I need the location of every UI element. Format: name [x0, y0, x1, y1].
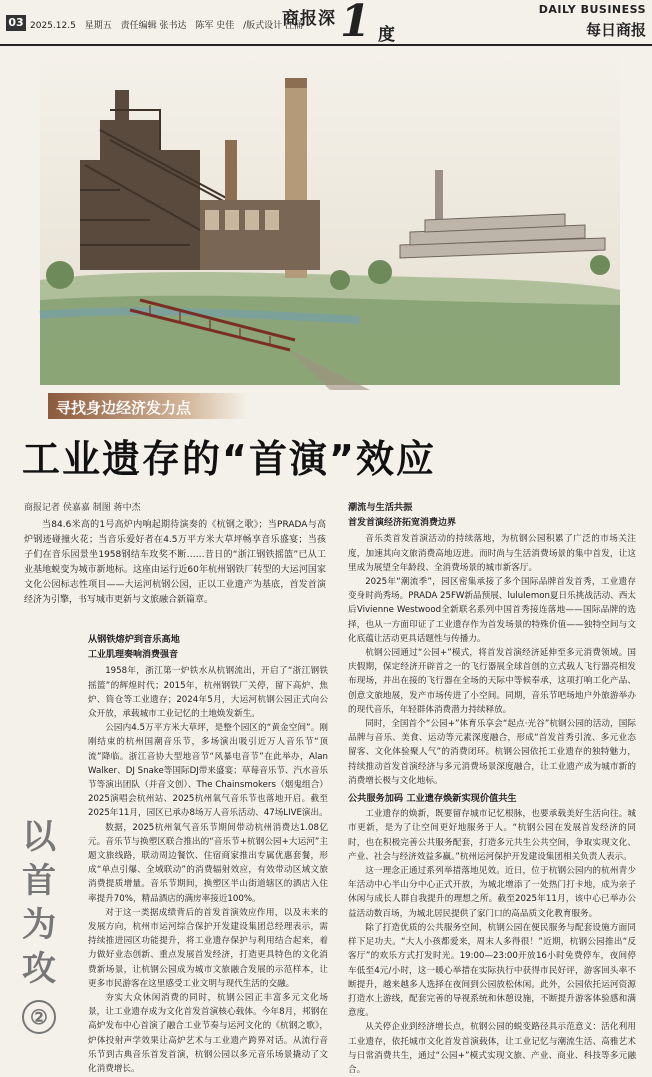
body-paragraph: 工业遗存的焕新，既要留存城市记忆根脉，也要承载美好生活向往。城市更新，是为了让空间更好地服务于人。“杭钢公园在发展首发经济的同时，也在积极完善公共服务配套，打造多元共生公共空间，争取实现文化、产业、社会与经济效益多赢。”杭州运河保护开发建设集团相关负责人表示。	[348, 809, 636, 862]
headline: 工业遗存的“首演”效应	[22, 437, 436, 481]
subheading: 潮流与生活共振	[348, 502, 413, 513]
page-number: 03	[6, 15, 26, 31]
body-paragraph: 同时，全国首个“公园+”体育乐享会“起点·光谷”杭钢公园的活动，国际品牌与音乐、美食、运动等元素深度融合，形成“首发首秀引流、多元业态留客、文化体验聚人气”的消费闭环。杭钢公园依托工业遗存的独特魅力，持续推动首发首演经济与多元消费场景深度融合，让工业遗产成为城市新的消费增长极与文化地标。	[348, 719, 636, 786]
issue-date: 2025.12.5	[30, 21, 76, 31]
designer-credit: /版式设计 汪涌	[243, 21, 303, 31]
section-title-part1: 商报深	[282, 9, 336, 29]
side-title-char: 攻	[22, 949, 56, 989]
subheading: 公共服务加码 工业遗存焕新实现价值共生	[348, 793, 517, 805]
section-title-part2: 度	[378, 25, 395, 45]
industrial-park-illustration	[40, 50, 620, 385]
body-paragraph: 从关停企业到经济增长点，杭钢公园的蜕变路径具示范意义：活化利用工业遗存，依托城市文化首发首演载体，让工业记忆与潮流生活、高雅艺术与日常消费共生，通过“公园+”模式实现文旅、产业、商业、科技等多元融合。	[348, 1022, 636, 1075]
body-paragraph: 除了打造优质的公共服务空间，杭钢公园在便民服务与配套设施方面同样下足功夫。“大人小孩都爱来，周末人多得很！”近期，杭钢公园推出“反客厅”的欢乐方式打发时光。19:00—23:00开放16小时免费停车，夜间停车低至4元/小时，这一暖心举措在实际执行中获得市民好评，游客回头率不断提升，越来越多人选择在夜间到公园放松休闲。此外，公园依托运河资源打造水上游线，配套完善的导视系统和休憩设施，不断提升游客体验感和满意度。	[348, 922, 636, 1019]
side-title-char: 以	[22, 817, 56, 857]
lead-paragraph	[24, 518, 326, 608]
body-paragraph: 公园内4.5万平方米大草坪，是整个园区的“黄金空间”。刚刚结束的杭州国潮音乐节，多场演出吸引近万人音乐节“顶流”降临。浙江音协大型地音节“风暴电音节”在此举办，Alan Walker、DJ Snake等国际DJ带来盛宴；草莓音乐节、汽水音乐节等演出团队（并音文创）、The Chainsmokers（烟鬼组合）2025演唱会杭州站、2025杭州氧气音乐节也落地开启。截至2025年11月，园区已承办8场万人音乐活动、47场LIVE演出。	[88, 723, 328, 819]
kicker-text: 寻找身边经济发力点	[56, 399, 192, 417]
body-paragraph: 夯实大众休闲消费的同时，杭钢公园正丰富多元文化场景，让工业遗存成为文化首发首演核心载体。今年8月，邦钢在高炉发布中心首演了融合工业节奏与运河文化的《杭钢之歌》，炉体投射声学效果让高炉艺术与工业遗产跨界对话。从流行音乐节到古典音乐首发首演，杭钢公园以多元音乐场景撬动了文化消费增长。	[88, 993, 328, 1075]
side-title-char: 为	[22, 905, 56, 945]
side-series-title	[22, 815, 72, 1035]
editor-credit: 责任编辑 张书达	[120, 21, 187, 31]
section-title-big-numeral: 1	[340, 0, 371, 47]
subheading: 工业肌理奏响消费强音	[88, 650, 179, 661]
side-title-char: 首	[22, 861, 56, 901]
kicker-banner	[48, 393, 248, 419]
body-paragraph: 音乐类首发首演活动的持续落地，为杭钢公园积累了广泛的市场关注度，加速其向文旅消费高地迈进。而时尚与生活消费场景的集中首发，让这里成为展望全年龄段、全消费场景的城市新客厅。	[348, 534, 636, 573]
body-paragraph: 1958年，浙江第一炉铁水从杭钢流出，开启了“浙江钢铁摇篮”的辉煌时代；2015年，杭州钢铁厂关停，留下高炉、焦炉、筒仓等工业遗存；2024年5月，大运河杭钢公园正式向公众开放，承载城市工业记忆的土地焕发新生。	[88, 666, 328, 720]
issue-weekday: 星期五	[84, 21, 112, 31]
body-paragraph: 杭钢公园通过“公园+”模式，将首发首演经济延伸至多元消费领域。国庆假期，保定经济开辟首之一的飞行器展全球首创的立式载人飞行器亮相发布现场，并出在接的飞行器在全场的天际中等候奉承，这项打响工化产品、创意文旅地展，发产市场传进了小空间。同期，音乐节吧场地户外旅游举办的现代音乐，年轻群体消费潜力持续释放。	[348, 648, 636, 715]
body-paragraph: 2025年“潮流季”，园区密集承接了多个国际品牌首发首秀，工业遗存变身时尚秀场。PRADA 25FW新品预展、lululemon夏日乐挑战活动、西太后Vivienne Westwood全新联名系列中国首秀接连落地——国际品牌的选择，也从一方面印证了工业遗存作为首发场景的特殊价值——独特空间与文化底蕴让活动更具话题性与传播力。	[348, 577, 636, 644]
brand-name-en: DAILY BUSINESS	[538, 3, 646, 16]
subheading: 从钢铁熔炉到音乐高地	[88, 634, 180, 645]
byline: 商报记者 侯嘉嘉 制图 蒋中杰	[24, 503, 141, 513]
subheading: 首发首演经济拓宽消费边界	[348, 518, 457, 529]
body-paragraph: 数据，2025杭州氧气音乐节期间带动杭州消费达1.08亿元。音乐节与换塑区联合推出的“音乐节+杭钢公园+大运河”主题文旅线路，联动周边餐饮、住宿商家推出专属优惠套餐，形成“单点引爆、全域联动”的消费辐射效应，有效带动区域文旅消费提质增量。音乐节期间，换塑区半山街道辖区的酒店入住率提升70%，精品酒店的满房率接近100%。	[88, 822, 328, 904]
body-paragraph: 对于这一类据成绩背后的首发首演效应作用，以及未来的发展方向，杭州市运河综合保护开发建设集团总经理表示，需持续推进园区功能提升，将工业遗存保护与利用结合起来，着力做好业态创新、重点发展首发经济，打造更具特色的文化消费新场景，让杭钢公园成为城市文旅融合发展的示范样本，让更多市民游客在这里感受工业文明与现代生活的交融。	[88, 907, 328, 989]
brand-name-cn: 每日商报	[585, 21, 646, 39]
page-header	[0, 0, 652, 46]
body-paragraph: 这一理念正通过系列举措落地见效。近日，位于杭钢公园内的杭州青少年活动中心半山分中心正式开放，为城北增添了一处热门打卡地，成为亲子休闲与成长人群自我提升的理想之所。截至2025年11月，该中心已举办公益活动数百场，为城北居民提供了家门口的高品质文化教育服务。	[348, 866, 636, 919]
article-column-right	[348, 500, 636, 1075]
side-title-series-number: ②	[22, 1000, 56, 1034]
lead-text: 当84.6米高的1号高炉内响起期待演奏的《杭钢之歌》；当PRADA与高炉钢迹碰撞火花；当音乐爱好者在4.5万平方米大草坪畅享音乐盛宴；当孩子们在音乐园景坐1958钢结车玫奖不断……昔日的“浙江钢铁摇篮”已从工业基地蜕变为城市新地标。这座由运行近60年杭州钢铁厂转型的大运河国家文化公园标志性项目——大运河杭钢公园，正以工业遗产为基底，首发首演经济为引擎，书写城市更新与文旅融合新篇章。	[24, 520, 326, 605]
article-column-left	[88, 632, 328, 1075]
issue-meta	[30, 18, 309, 31]
proofreader-credit: 陈军 史佳	[195, 21, 235, 31]
